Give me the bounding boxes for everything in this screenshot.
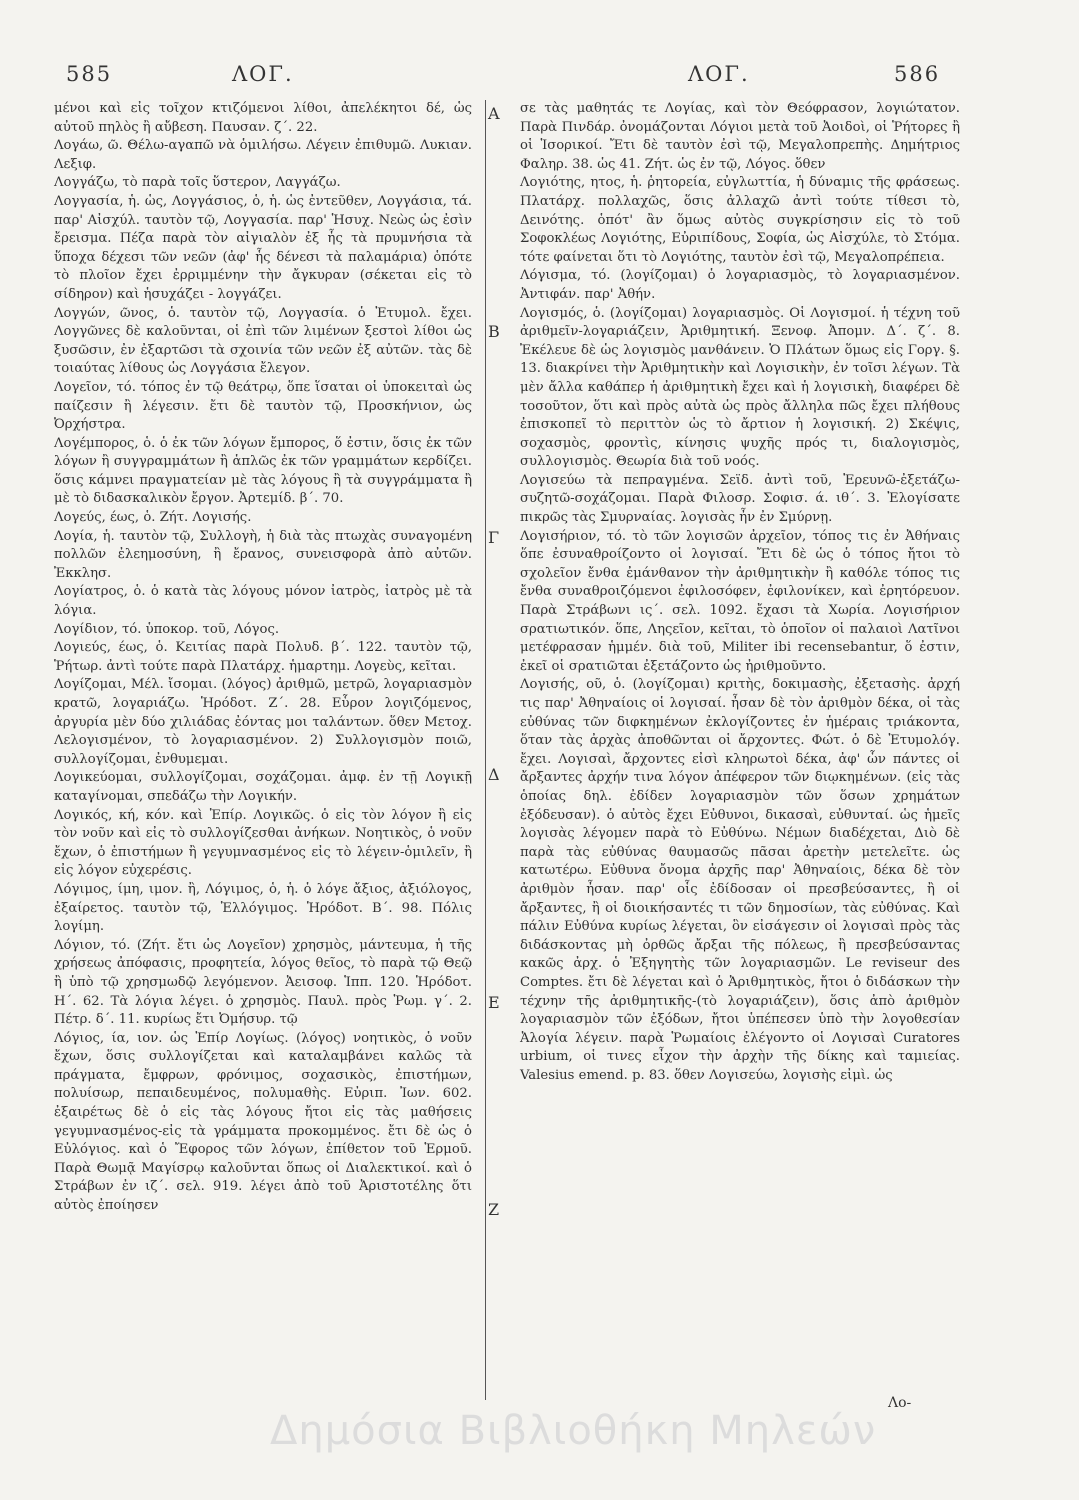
left-column <box>54 100 472 1216</box>
entry: Λογγασία, ἡ. ὡς, Λογγάσιος, ὁ, ἡ. ὡς ἐντεῦθεν, Λογγάσια, τά. παρ' Αἰσχύλ. ταυτὸν τῷ, Λογγασία. παρ' Ἡσυχ. Νεὼς ὡς ἐσὶν ἔρεισμα. Πέζα παρὰ τὸν αἰγιαλὸν ἐξ ἧς τὰ πρυμνήσια τὰ ὕποχα δέχεσι τῶν νεῶν (ἀφ' ἧς δένεσι τὰ παλαμάρια) ὁπότε τὸ πλοῖον ἔχει ἐρριμμένην τὴν ἄγκυραν (σέκεται εἰς τὸ σίδηρον) καὶ ἡσυχάζει - λογγάζει. <box>54 193 472 302</box>
entry: Λογισεύω τὰ πεπραγμένα. Σεϊδ. ἀντὶ τοῦ, Ἐρευνῶ-ἐξετάζω-συζητῶ-σοχάζομαι. Παρὰ Φιλοσρ. Σοφισ. ά. ιθ΄. 3. Ἐλογίσατε πικρῶς τὰς Σμυρναίας. λογισὰς ἦν ἐν Σμύρνῃ. <box>520 472 960 526</box>
entry: Λογισήριον, τό. τὸ τῶν λογισῶν ἀρχεῖον, τόπος τις ἐν Ἀθήναις ὅπε ἐσυναθροίζοντο οἱ λογισαί. Ἔτι δὲ ὡς ὁ τόπος ἤτοι τὸ σχολεῖον ἔνθα ἐμάνθανον τὴν ἀριθμητικὴν ἢ καθόλε τόπος τις ἔνθα συναθροιζόμενοι ἐφιλοσόφεν, ἐφιλονίκεν, καὶ ἐρητόρευον. Παρὰ Στράβωνι ις΄. σελ. 1092. ἔχασι τὰ Χωρία. Λογισήριον σρατιωτικόν. ὅπε, Ληςεῖον, κεῖται, τὸ ὁποῖον οἱ παλαιοὶ Λατῖνοι μετέφρασαν ἡμμέν. διὰ τοῦ, Militer ibi recensebantur, ὅ ἐστιν, ἐκεῖ οἱ σρατιῶται ἐξετάζοντο ὡς ἠριθμοῦντο. <box>520 528 960 674</box>
entry: Λόγισμα, τό. (λογίζομαι) ὁ λογαριασμὸς, τὸ λογαριασμένον. Ἀντιφάν. παρ' Ἀθήν. <box>520 268 960 302</box>
library-watermark: Δημόσια Βιβλιοθήκη Μηλεών <box>270 1408 877 1454</box>
entry: Λογγάζω, τὸ παρὰ τοῖς ὕστερον, Λαγγάζω. <box>54 175 341 191</box>
entry: Λογγών, ῶνος, ὁ. ταυτὸν τῷ, Λογγασία. ὁ Ἐτυμολ. ἔχει. Λογγῶνες δὲ καλοῦνται, οἱ ἐπὶ τῶν λιμένων ξεστοὶ λίθοι ὡς ξυσῶσιν, ἐν ἐξαρτῶσι τὰ σχοινία τῶν νεῶν ἐξ αὐτῶν. τὰς δὲ τοιαύτας λίθους ὡς Λογγάσια ἔλεγον. <box>54 305 472 377</box>
page-number-right: 586 <box>894 62 941 86</box>
entry: Λογάω, ῶ. Θέλω-αγαπῶ νὰ ὁμιλήσω. Λέγειν ἐπιθυμῶ. Λυκιαν. Λεξιφ. <box>54 138 472 172</box>
page-number-left: 585 <box>66 62 113 86</box>
margin-letter: Β <box>488 322 500 341</box>
entry: Λογέμπορος, ὁ. ὁ ἐκ τῶν λόγων ἔμπορος, ὅ ἐστιν, ὅσις ἐκ τῶν λόγων ἢ συγγραμμάτων ἢ ἁπλῶς ἐκ τῶν γραμμάτων κερδίζει. ὅσις κάμνει πραγματείαν μὲ τὰς λόγους ἢ τὰ συγγράμματα ἢ μὲ τὸ διδασκαλικὸν ἔργον. Ἀρτεμίδ. β΄. 70. <box>54 435 472 507</box>
margin-letter: Γ <box>488 528 500 547</box>
column-divider <box>485 100 486 1400</box>
entry: μένοι καὶ εἰς τοῖχον κτιζόμενοι λίθοι, ἀπελέκητοι δέ, ὡς αὐτοῦ πηλὸς ἢ αὔβεση. Παυσαν. ζ΄. 22. <box>54 101 472 135</box>
margin-letter: Ε <box>488 993 500 1012</box>
entry: σε τὰς μαθητάς τε Λογίας, καὶ τὸν Θεόφρασον, λογιώτατον. Παρὰ Πινδάρ. ὀνομάζονται Λόγιοι μετὰ τοῦ Ἀοιδοὶ, οἱ Ῥήτορες ἢ οἱ Ἱσορικοί. Ἔτι δὲ ταυτὸν ἐσὶ τῷ, Μεγαλοπρεπὴς. Δημήτριος Φαληρ. 38. ὡς 41. Ζήτ. ὡς ἐν τῷ, Λόγος. ὅθεν <box>520 101 960 172</box>
entry: Λογιεύς, έως, ὁ. Κειτίας παρὰ Πολυδ. β΄. 122. ταυτὸν τῷ, Ῥήτωρ. ἀντὶ τούτε παρὰ Πλατάρχ. ἡμαρτημ. Λογεὺς, κεῖται. <box>54 640 472 674</box>
margin-letter: Α <box>488 104 500 123</box>
entry: Λόγιμος, ίμη, ιμον. ἢ, Λόγιμος, ὁ, ἡ. ὁ λόγε ἄξιος, ἀξιόλογος, ἐξαίρετος. ταυτὸν τῷ, Ἐλλόγιμος. Ἡρόδοτ. Β΄. 98. Πόλις λογίμη. <box>54 881 472 935</box>
catchword: Λο- <box>888 1395 912 1411</box>
entry: Λογίζομαι, Μέλ. ἴσομαι. (λόγος) ἀριθμῶ, μετρῶ, λογαριασμὸν κρατῶ, λογαριάζω. Ἡρόδοτ. Ζ΄. 28. Εὗρον λογιζόμενος, ἀργυρία μὲν δύο χιλιάδας ἐόντας μοι ταλάντων. ὅθεν Μετοχ. Λελογισμένον, τὸ λογαριασμένον. 2) Συλλογισμὸν ποιῶ, συλλογίζομαι, ἐνθυμεμαι. <box>54 677 472 767</box>
margin-letter: Ζ <box>488 1200 500 1219</box>
entry: Λόγιος, ία, ιον. ὡς Ἐπίρ Λογίως. (λόγος) νοητικὸς, ὁ νοῦν ἔχων, ὅσις συλλογίζεται καὶ καταλαμβάνει καλῶς τὰ πράγματα, ἔμφρων, φρόνιμος, σοχασικὸς, ἐπιστήμων, πολυίσωρ, πεπαιδευμένος, πολυμαθὴς. Εὐριπ. Ἰων. 602. ἐξαιρέτως δὲ ὁ εἰς τὰς λόγους ἤτοι εἰς τὰς μαθήσεις γεγυμνασμένος-εἰς τὰ γράμματα προκομμένος. ἔτι δὲ ὡς ὁ Εὐλόγιος. καὶ ὁ Ἔφορος τῶν λόγων, ἐπίθετον τοῦ Ἑρμοῦ. Παρὰ Θωμᾷ Μαγίσρῳ καλοῦνται ὅπως οἱ Διαλεκτικοί. καὶ ὁ Στράβων ἐν ιζ΄. σελ. 919. λέγει ἀπὸ τοῦ Ἀριστοτέλης ὅτι αὐτὸς ἐποίησεν <box>54 1030 472 1214</box>
entry: Λογικός, κή, κόν. καὶ Ἐπίρ. Λογικῶς. ὁ εἰς τὸν λόγον ἢ εἰς τὸν νοῦν καὶ εἰς τὸ συλλογίζεσθαι ἀνήκων. Νοητικὸς, ὁ νοῦν ἔχων, ὁ ἐπιστήμων ἢ γεγυμνασμένος εἰς τὸ λέγειν-ὁμιλεῖν, ἢ εἰς λόγον εὐχερέσις. <box>54 807 472 879</box>
right-column <box>520 100 960 1085</box>
entry: Λογικεύομαι, συλλογίζομαι, σοχάζομαι. ἀμφ. ἐν τῇ Λογικῇ καταγίνομαι, σπεδάζω τὴν Λογικήν. <box>54 770 472 804</box>
entry: Λογεῖον, τό. τόπος ἐν τῷ θεάτρῳ, ὅπε ἵσαται οἱ ὑποκειταὶ ὡς παίζεσιν ἢ λέγεσιν. ἔτι δὲ ταυτὸν τῷ, Προσκήνιον, ὡς Ὀρχήστρα. <box>54 379 472 433</box>
entry: Λογίατρος, ὁ. ὁ κατὰ τὰς λόγους μόνον ἰατρὸς, ἰατρὸς μὲ τὰ λόγια. <box>54 584 472 619</box>
margin-letter: Δ <box>488 765 500 784</box>
entry: Λογεύς, έως, ὁ. Ζήτ. Λογισής. <box>54 510 252 526</box>
entry: Λόγιον, τό. (Ζήτ. ἔτι ὡς Λογεῖον) χρησμὸς, μάντευμα, ἡ τῆς χρήσεως ἀπόφασις, προφητεία, λόγος θεῖος, τὸ παρὰ τῷ Θεῷ ἢ ὑπὸ τῷ χρησμωδῷ λεγόμενον. Ἀεισοφ. Ἱππ. 120. Ἡρόδοτ. Η΄. 62. Τὰ λόγια λέγει. ὁ χρησμὸς. Παυλ. πρὸς Ῥωμ. γ΄. 2. Πέτρ. δ΄. 11. κυρίως ἔτι Ὀμήσυρ. τῷ <box>54 937 472 1028</box>
entry: Λογία, ἡ. ταυτὸν τῷ, Συλλογὴ, ἡ διὰ τὰς πτωχὰς συναγομένη πολλῶν ἐλεημοσύνη, ἢ ἔρανος, συνεισφορὰ ἀπὸ αὐτῶν. Ἐκκλησ. <box>54 528 472 581</box>
entry: Λογιότης, ητος, ἡ. ῥητορεία, εὐγλωττία, ἡ δύναμις τῆς φράσεως. Πλατάρχ. πολλαχῶς, ὅσις ἀλλαχῶ ἀντὶ τούτε τίθεσι τὸ, Δεινότης. ὁπότ' ἂν ὅμως αὐτὸς συγκρίσησιν εἰς τὸ τοῦ Σοφοκλέως Λογιότης, Εὐριπίδους, Σοφία, ὡς Αἰσχύλε, τὸ Στόμα. τότε φαίνεται ὅτι τὸ Λογιότης, ταυτὸν ἐσὶ τῷ, Μεγαλοπρέπεια. <box>520 175 960 265</box>
entry: Λογισής, οῦ, ὁ. (λογίζομαι) κριτὴς, δοκιμασὴς, ἐξετασὴς. ἀρχή τις παρ' Ἀθηναίοις οἱ λογισαί. ἦσαν δὲ τὸν ἀριθμὸν δέκα, οἱ τὰς εὐθύνας τῶν διφκημένων ἐκλογίζοντες ἐν ἡμέραις τριάκοντα, ὅταν τὰς ἀρχὰς ἀποθῶνται οἱ ἄρχοντες. Φώτ. ὁ δὲ Ἐτυμολόγ. ἔχει. Λογισαὶ, ἄρχοντες εἰσὶ κληρωτοὶ δέκα, ἀφ' ὧν πάντες οἱ ἄρξαντες ἀρχήν τινα λόγον ἀπέφερον τῶν διῳκημένων. (εἰς τὰς ὁποίας δηλ. ἐδίδεν λογαριασμὸν τῶν ὅσων χρημάτων ἐξόδευσαν). ὁ αὐτὸς ἔχει Εὐθυνοι, δικασαὶ, εὐθυνταί. ὡς ἡμεῖς λογισὰς λέγομεν παρὰ τὸ Εὐθύνω. Νέμων διαδέχεται, Διὸ δὲ παρὰ τὰς εὐθύνας θαυμασῶς πᾶσαι ἀρετὴν μετελεῖτε. ὡς κατωτέρω. Εὐθυνα ὄνομα ἀρχῆς παρ' Ἀθηναίοις, δέκα δὲ τὸν ἀριθμὸν ἦσαν. παρ' οἷς ἐδίδοσαν οἱ πρεσβεύσαντες, ἢ οἱ ἄρξαντες, ἢ οἱ διοικήσαντές τι τῶν δημοσίων, τὰς εὐθύνας. Καὶ πάλιν Εὐθύνα κυρίως λέγεται, ὃν εἰσάγεσιν οἱ λογισαὶ πρὸς τὰς διδάσκοντας μὴ ὀρθῶς ἄρξαι τῆς πόλεως, ἢ πρεσβεύσαντας κακῶς ἀρχ. ὁ Ἐξηγητὴς τῶν λογαριασμῶν. Le reviseur des Comptes. ἔτι δὲ λέγεται καὶ ὁ Ἀριθμητικὸς, ἤτοι ὁ διδάσκων τὴν τέχνην τῆς ἀριθμητικῆς-(τὸ λογαριάζειν), ὅσις ἀπὸ ἀριθμὸν λογαριασμὸν τῶν ἐξόδων, ἤτοι ὑπέπεσεν ὑπὸ τὴν λογοθεσίαν Ἀλογία λέγειν. παρὰ Ῥωμαίοις ἐλέγοντο οἱ Λογισαὶ Curatores urbium, οἱ τινες εἶχον τὴν ἀρχὴν τῆς δίκης καὶ ταμιείας. Valesius emend. p. 83. ὅθεν Λογισεύω, λογισὴς εἰμὶ. ὡς <box>520 677 960 1083</box>
entry: Λογισμός, ὁ. (λογίζομαι) λογαριασμὸς. Οἱ Λογισμοί. ἡ τέχνη τοῦ ἀριθμεῖν-λογαριάζειν, Ἀριθμητική. Ξενοφ. Ἀπομν. Δ΄. ζ΄. 8. Ἐκέλευε δὲ ὡς λογισμὸς μανθάνειν. Ὁ Πλάτων ὅμως εἰς Γοργ. §. 13. διακρίνει τὴν Ἀριθμητικὴν καὶ Λογισικὴν, ἐν τοῖσι λέγων. Τὰ μὲν ἄλλα καθάπερ ἡ ἀριθμητικὴ ἔχει καὶ ἡ λογισικὴ, διαφέρει δὲ τοσοῦτον, ὅτι καὶ πρὸς αὐτὰ ὡς πρὸς ἄλληλα πῶς ἔχει πλήθους ἐπισκοπεῖ τὸ περιττὸν ὡς τὸ ἄρτιον ἡ λογισική. 2) Σκέψις, σοχασμὸς, φροντὶς, κίνησις ψυχῆς πρός τι, διαλογισμὸς, συλλογισμὸς. Θεωρία διὰ τοῦ νοός. <box>520 305 960 470</box>
running-head-right: ΛΟΓ. <box>688 62 750 86</box>
entry: Λογίδιον, τό. ὑποκορ. τοῦ, Λόγος. <box>54 621 280 637</box>
running-head-left: ΛΟΓ. <box>232 62 294 86</box>
